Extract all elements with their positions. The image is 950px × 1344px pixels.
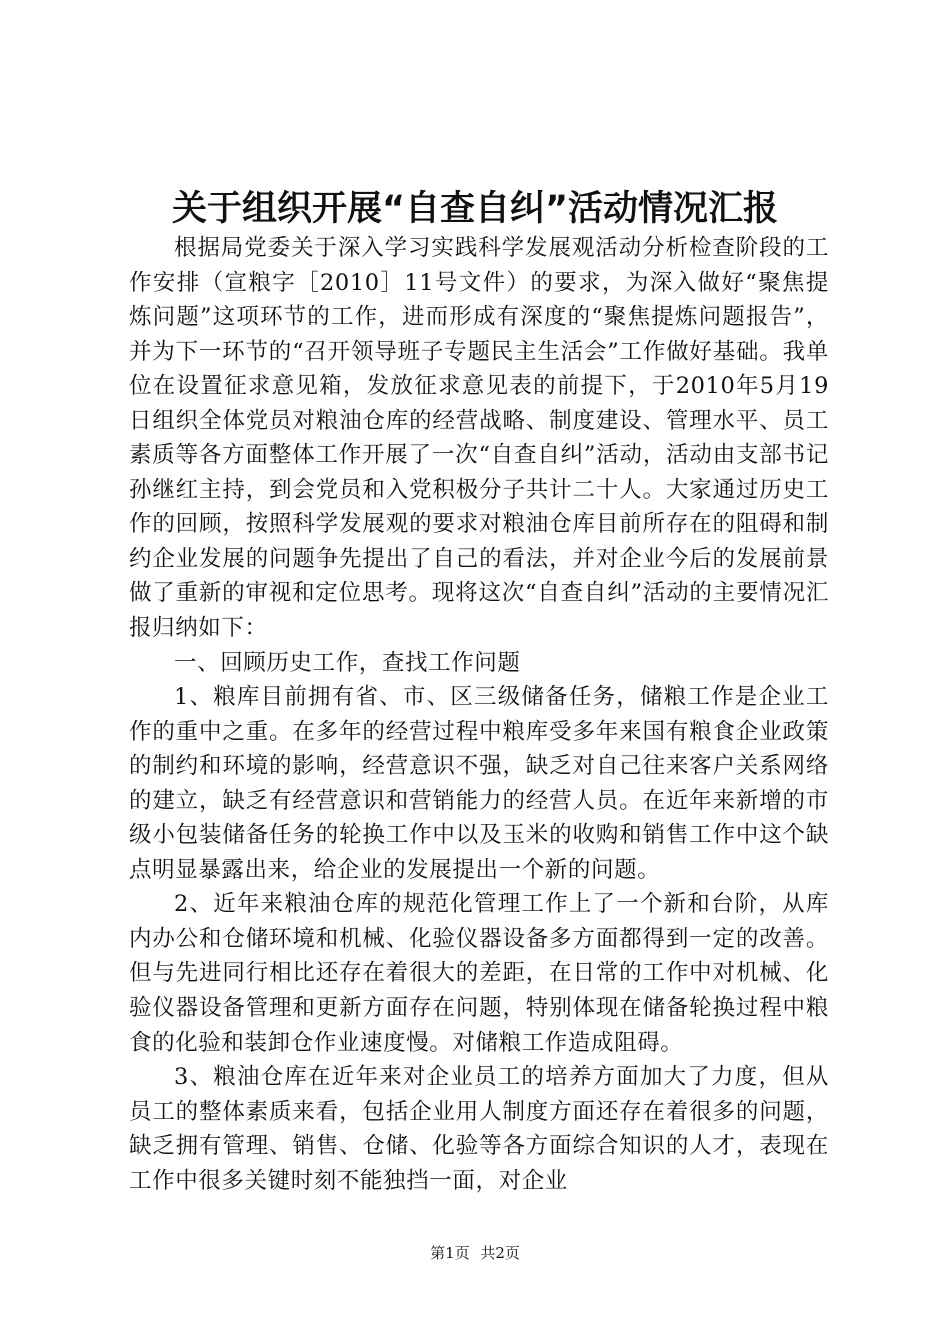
item-paragraph-1: 1、粮库目前拥有省、市、区三级储备任务，储粮工作是企业工作的重中之重。在多年的经营过程中粮库受多年来国有粮食企业政策的制约和环境的影响，经营意识不强，缺乏对自己往来客户关系网络的建立，缺乏有经营意识和营销能力的经营人员。在近年来新增的市级小包装储备任务的轮换工作中以及玉米的收购和销售工作中这个缺点明显暴露出来，给企业的发展提出一个新的问题。 <box>129 684 829 883</box>
intro-paragraph: 根据局党委关于深入学习实践科学发展观活动分析检查阶段的工作安排（宣粮字［2010］11号文件）的要求，为深入做好“聚焦提炼问题”这项环节的工作，进而形成有深度的“聚焦提炼问题报告”，并为下一环节的“召开领导班子专题民主生活会”工作做好基础。我单位在设置征求意见箱，发放征求意见表的前提下，于2010年5月19日组织全体党员对粮油仓库的经营战略、制度建设、管理水平、员工素质等各方面整体工作开展了一次“自查自纠”活动，活动由支部书记孙继红主持，到会党员和入党积极分子共计二十人。大家通过历史工作的回顾，按照科学发展观的要求对粮油仓库目前所存在的阻碍和制约企业发展的问题争先提出了自己的看法，并对企业今后的发展前景做了重新的审视和定位思考。现将这次“自查自纠”活动的主要情况汇报归纳如下： <box>129 235 829 642</box>
document-title: 关于组织开展“自查自纠”活动情况汇报 <box>171 189 778 229</box>
page-number: 第1页 <box>430 1244 470 1262</box>
document-body <box>129 231 829 1198</box>
page-total: 共2页 <box>480 1244 520 1262</box>
item-paragraph-2: 2、近年来粮油仓库的规范化管理工作上了一个新和台阶，从库内办公和仓储环境和机械、化验仪器设备多方面都得到一定的改善。但与先进同行相比还存在着很大的差距，在日常的工作中对机械、化验仪器设备管理和更新方面存在问题，特别体现在储备轮换过程中粮食的化验和装卸仓作业速度慢。对储粮工作造成阻碍。 <box>129 891 829 1056</box>
item-paragraph-3: 3、粮油仓库在近年来对企业员工的培养方面加大了力度，但从员工的整体素质来看，包括企业用人制度方面还存在着很多的问题，缺乏拥有管理、销售、仓储、化验等各方面综合知识的人才，表现在工作中很多关键时刻不能独挡一面，对企业 <box>129 1064 829 1194</box>
page-footer <box>0 1243 950 1263</box>
section-heading: 一、回顾历史工作，查找工作问题 <box>174 649 521 676</box>
